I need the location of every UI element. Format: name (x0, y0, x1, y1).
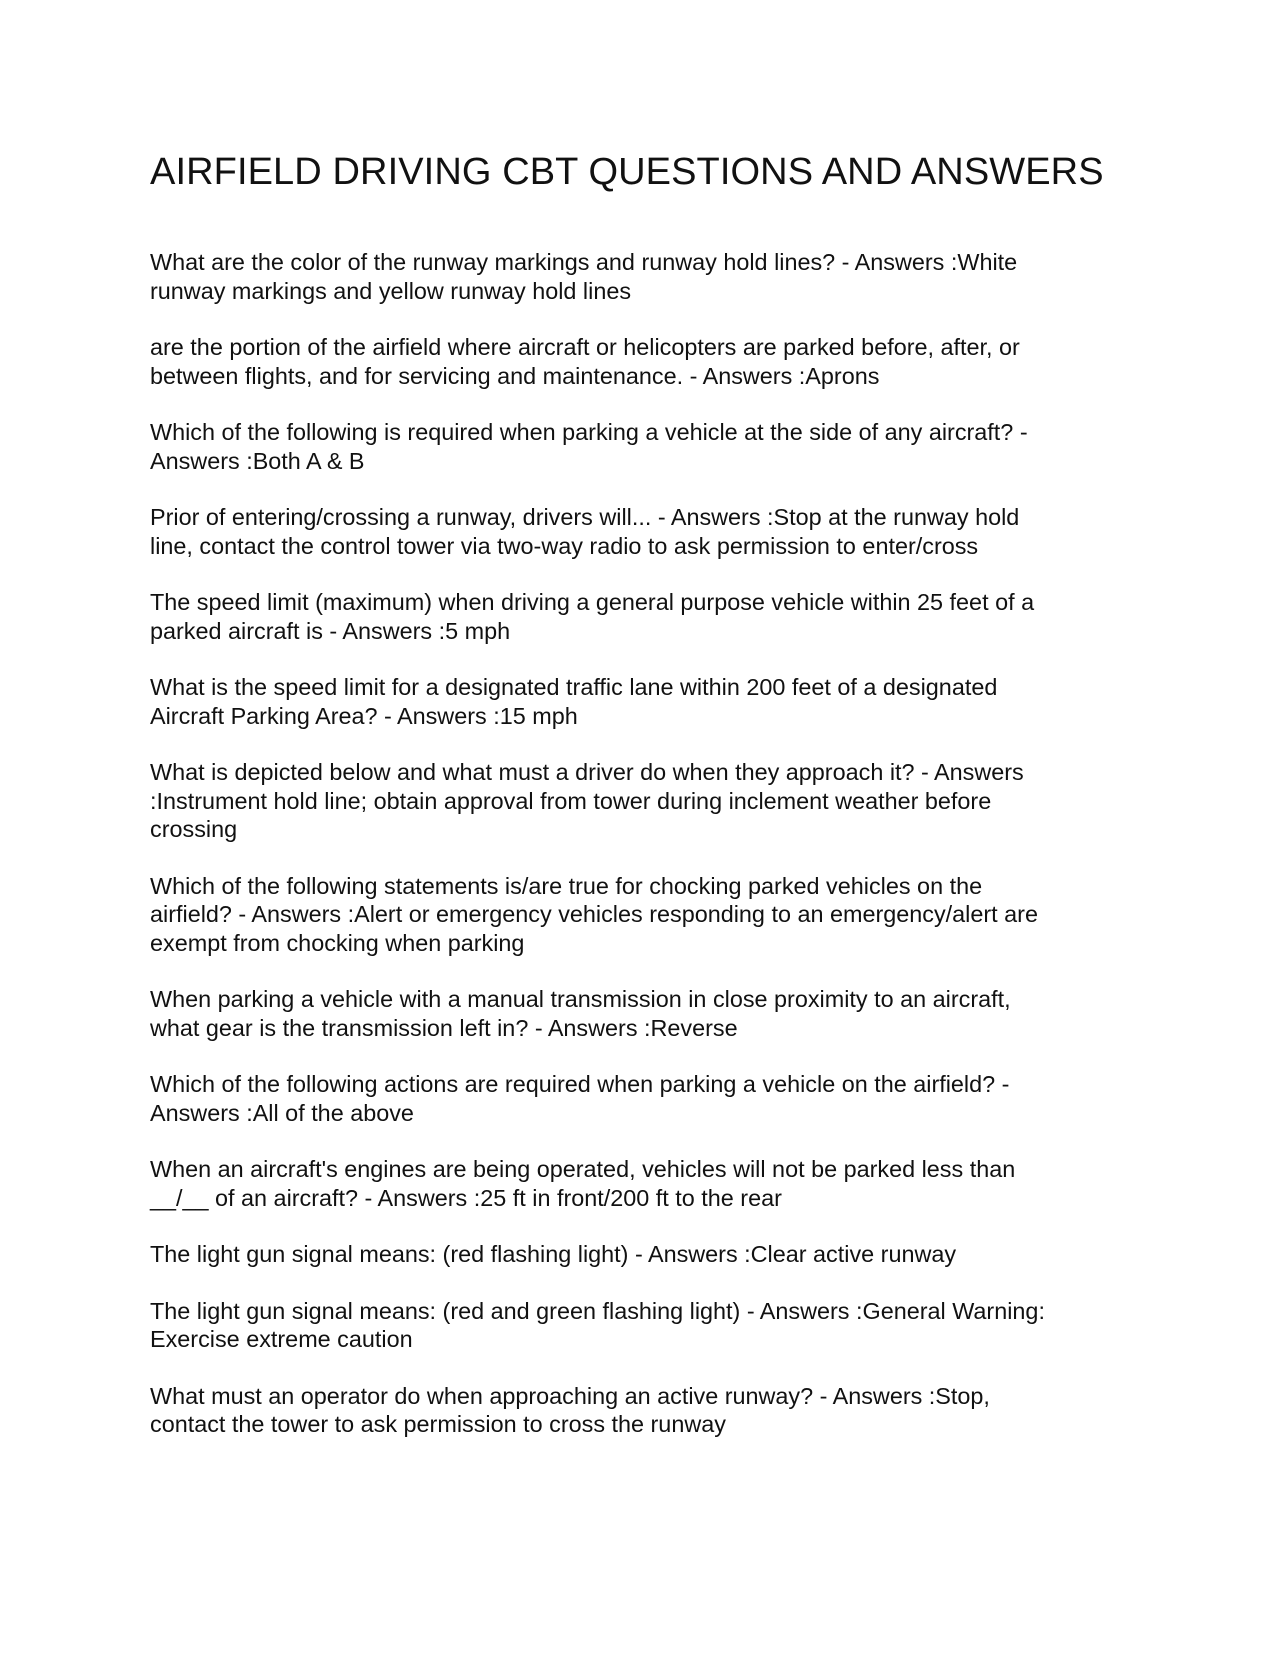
qa-item (150, 588, 1130, 645)
qa-line: What must an operator do when approaching an active runway? - Answers :Stop, (150, 1382, 990, 1409)
qa-item (150, 1382, 1130, 1439)
qa-line: Answers :Both A & B (150, 447, 365, 474)
qa-line: runway markings and yellow runway hold lines (150, 277, 632, 304)
qa-line: When parking a vehicle with a manual transmission in close proximity to an aircraft, (150, 986, 1011, 1012)
qa-item (150, 418, 1130, 475)
qa-line: Prior of entering/crossing a runway, drivers will... - Answers :Stop at the runway hold (150, 504, 1020, 530)
qa-line: what gear is the transmission left in? - Answers :Reverse (150, 1014, 738, 1041)
qa-item (150, 503, 1130, 560)
qa-item (150, 1240, 1130, 1269)
qa-line: Which of the following actions are required when parking a vehicle on the airfield? - (150, 1071, 1010, 1097)
qa-line: The light gun signal means: (red flashing light) - Answers :Clear active runway (150, 1241, 957, 1267)
qa-line: Which of the following statements is/are true for chocking parked vehicles on the (150, 872, 983, 899)
qa-line: When an aircraft's engines are being operated, vehicles will not be parked less than (150, 1156, 1016, 1182)
qa-line: Which of the following is required when parking a vehicle at the side of any aircraft? - (150, 419, 1028, 445)
qa-line: between flights, and for servicing and maintenance. - Answers :Aprons (150, 362, 880, 389)
qa-item (150, 1155, 1130, 1212)
qa-item (150, 673, 1130, 730)
qa-line: What are the color of the runway markings and runway hold lines? - Answers :White (150, 249, 1018, 275)
qa-list (150, 248, 1130, 1439)
qa-line: Answers :All of the above (150, 1099, 414, 1126)
qa-line: airfield? - Answers :Alert or emergency vehicles responding to an emergency/alert are (150, 901, 1038, 927)
qa-line: What is depicted below and what must a driver do when they approach it? - Answers (150, 759, 1024, 785)
qa-line: :Instrument hold line; obtain approval from tower during inclement weather before (150, 787, 992, 814)
qa-line: Aircraft Parking Area? - Answers :15 mph (150, 702, 578, 729)
qa-line: The speed limit (maximum) when driving a general purpose vehicle within 25 feet of a (150, 589, 1035, 615)
qa-line: The light gun signal means: (red and green flashing light) - Answers :General Warning: (150, 1297, 1045, 1324)
qa-item (150, 1070, 1130, 1127)
qa-item (150, 333, 1130, 390)
qa-item (150, 248, 1130, 305)
qa-line: are the portion of the airfield where aircraft or helicopters are parked before, after, or (150, 334, 1020, 360)
qa-line: crossing (150, 816, 238, 842)
qa-line: Exercise extreme caution (150, 1326, 413, 1352)
qa-item (150, 758, 1130, 844)
qa-item (150, 872, 1130, 958)
qa-line: exempt from chocking when parking (150, 929, 525, 956)
document-title: AIRFIELD DRIVING CBT QUESTIONS AND ANSWERS (150, 151, 1104, 193)
qa-item (150, 985, 1130, 1042)
qa-item (150, 1297, 1130, 1354)
qa-line: parked aircraft is - Answers :5 mph (150, 617, 511, 644)
qa-line: contact the tower to ask permission to cross the runway (150, 1411, 726, 1437)
qa-line: What is the speed limit for a designated traffic lane within 200 feet of a designated (150, 674, 998, 700)
qa-line: line, contact the control tower via two-way radio to ask permission to enter/cross (150, 532, 979, 559)
qa-line: __/__ of an aircraft? - Answers :25 ft in front/200 ft to the rear (150, 1184, 782, 1211)
